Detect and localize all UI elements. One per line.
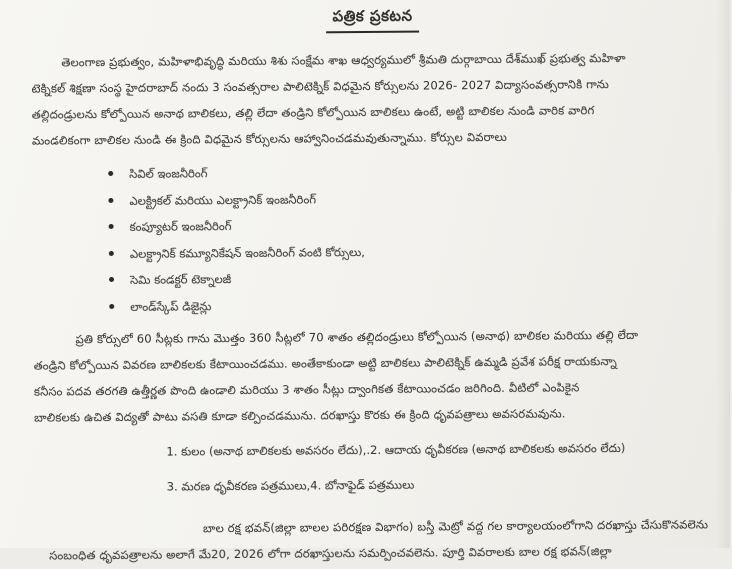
bullet-icon [108,197,113,202]
paragraph-line: కనీసం పదవ తరగతి ఉత్తీర్ణత పొంది ఉండాలి మరియు 3 శాతం సీట్లు ద్వాంగికత కేటాయించడం జరిగింది. వీటిలో ఎంపికైన [33,380,580,399]
paragraph-seats [33,321,717,430]
certificate-list [34,434,717,500]
course-label: ఎలక్ట్రానిక్ కమ్యూనికేషన్ ఇంజనీరింగ్ వంటి కోర్సులు, [129,244,365,261]
paragraph-line: మండలికంగా బాలికల నుండి ఈ క్రింది విధమైన కోర్సులను ఆహ్వానించడమవుతున్నాము. కోర్సుల వివరాలు [31,129,508,148]
bullet-icon [109,250,114,255]
certificate-line: 1. కులం (అనాథ బాలికలకు అవసరం లేదు),.2. ఆదాయ ధృవీకరణ (అనాథ బాలికలకు అవసరం లేదు) [166,440,626,459]
document-title: పత్రిక ప్రకటన [326,7,418,34]
bullet-icon [108,171,113,176]
paragraph-line: బాలికలకు ఉచిత విద్యతో పాటు వసతి కూడా కల్పించడమును. దరఖాస్తు కొరకు ఈ క్రింది ధృవపత్రాలు అవసరమవును. [34,406,566,425]
certificate-line: 3. మరణ ధృవీకరణ పత్రములు,4. బోనాఫైడ్ పత్రములు [166,477,415,494]
course-label: కంప్యూటర్ ఇంజనీరింగ్ [129,219,232,234]
bullet-icon [109,303,114,308]
course-label: సెమి కండక్టర్ టెక్నాలజీ [129,272,232,287]
paragraph-intro [31,44,715,153]
bullet-icon [109,224,114,229]
course-label: ఎలక్ట్రికల్ మరియు ఎలక్ట్రానిక్ ఇంజనీరింగ్ [129,191,317,208]
paragraph-line: టెక్నికల్ శిక్షణా సంస్థ హైదరాబాద్ నందు 3 సంవత్సరాల పాలిటెక్నిక్ విధమైన కోర్సులను 2026- 2027 విద్యాసంవత్సరానికి గాను [31,77,609,96]
paragraph-line: ప్రతి కోర్సులో 60 సీట్లకు గాను మొత్తం 360 సీట్లలో 70 శాతం తల్లిదండ్రులు కోల్పోయిన (అనాథ) బాలికల మరియు తల్లి లేదా [75,327,639,347]
course-label: లాండ్‌స్కేప్ డిజైన్లు [130,298,212,314]
paragraph-line: సంబంధిత ధృవపత్రాలను అలాగే మే20, 2026 లోగా దరఖాస్తులను సమర్పించవలెను. పూర్తి వివరాలకు బాల రక్ష భవన్(జిల్లా [49,544,612,563]
course-list-item [33,289,716,321]
paragraph-line: తండ్రిని కోల్పోయిన వివరణ బాలికలకు కేటాయించడము. అంతేకాకుండా అట్టి బాలికలు పాలిటెక్నిక్ ఉమ్మడి ప్రవేశ పరీక్ష రాయకున్నా [33,354,617,373]
paragraph-line: తల్లిదండ్రులను కోల్పోయిన అనాథ బాలికలు, తల్లి లేదా తండ్రిని కోల్పోయిన బాలికలు ఉంటే, అట్టి బాలికల నుండి వారిక వారిగ [31,103,595,122]
title-row [31,3,714,35]
paragraph-line: బాల రక్ష భవన్(జిల్లా బాలల పరిరక్షణ విభాగం) బస్తీ మెట్రో వద్ద గల కార్యాలయంలోగాని దరఖాస్తు చేసుకొనవలెను [202,517,709,536]
bullet-icon [109,277,114,282]
course-list [32,156,716,320]
paragraph-line: తెలంగాణ ప్రభుత్వం, మహిళాభివృద్ధి మరియు శిశు సంక్షేమ శాఖ ఆధ్వర్యములో శ్రీమతి దుర్గాబాయి దేశ్‌ముఖ్ ప్రభుత్వ మహిళా [61,50,626,70]
paragraph-closing [35,511,718,568]
course-label: సివిల్ ఇంజనీరింగ్ [129,166,208,181]
